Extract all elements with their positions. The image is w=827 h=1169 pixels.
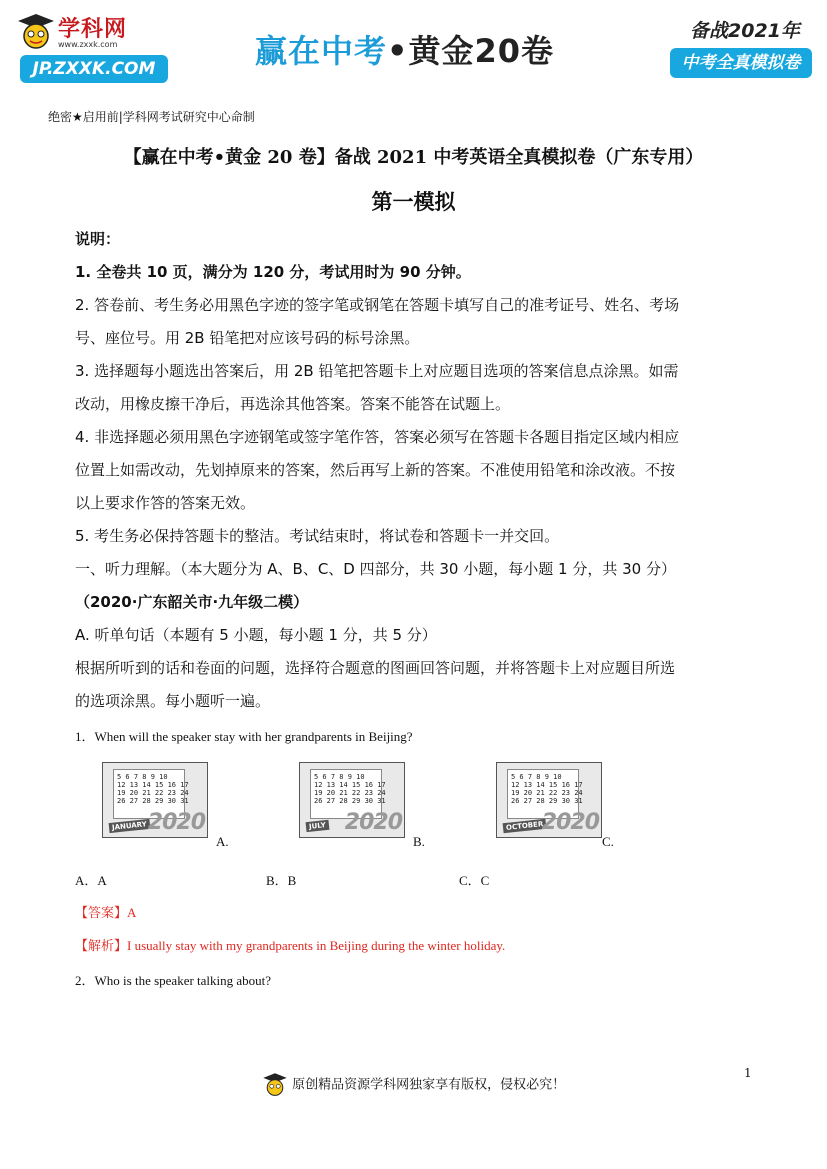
calendar-year: 2020 (147, 810, 205, 835)
question-2 (75, 970, 271, 989)
calendar-year: 2020 (344, 810, 402, 835)
document-title: 【赢在中考•黄金 20 卷】备战 2021 中考英语全真模拟卷（广东专用） (123, 147, 704, 168)
calendar-dates: 5 6 7 8 9 10 12 13 14 15 16 17 19 20 21 22 23 24 26 27 28 29 30 31 (314, 773, 386, 805)
logo-url-badge[interactable]: JP.ZXXK.COM (20, 55, 168, 83)
section-heading: 一、听力理解。（本大题分为 A、B、C、D 四部分，共 30 小题，每小题 1 分，共 30 分） (75, 560, 676, 578)
instruction-line: 3. 选择题每小题选出答案后，用 2B 铅笔把答题卡上对应题目选项的答案信息点涂黑。如需 (75, 362, 679, 380)
page-number: 1 (744, 1066, 752, 1080)
header-title (255, 26, 554, 72)
calendar-month: JULY (306, 820, 330, 832)
analysis-text: I usually stay with my grandparents in Beijing during the winter holiday. (127, 938, 506, 953)
option-a[interactable]: A．A (75, 873, 107, 888)
question-number: 1． (75, 729, 95, 744)
header-title-part1: 赢在中考 (255, 32, 388, 70)
option-b[interactable]: B．B (266, 873, 297, 888)
answer-line (75, 902, 136, 921)
footer-mascot-icon (262, 1072, 288, 1098)
section-source: （2020·广东韶关市·九年级二模） (75, 593, 309, 611)
question-text: Who is the speaker talking about? (94, 973, 272, 988)
instructions-label: 说明： (75, 230, 121, 248)
mascot-icon (16, 12, 56, 52)
question-number: 2． (75, 973, 95, 988)
image-label-c: C. (602, 834, 614, 849)
analysis-label: 【解析】 (75, 939, 128, 954)
instruction-line: 以上要求作答的答案无效。 (75, 494, 256, 512)
instruction-line: 改动，用橡皮擦干净后，再选涂其他答案。答案不能答在试题上。 (75, 395, 511, 413)
part-a-heading: A. 听单句话（本题有 5 小题，每小题 1 分，共 5 分） (75, 626, 437, 644)
calendar-image-b[interactable] (299, 762, 405, 838)
calendar-dates: 5 6 7 8 9 10 12 13 14 15 16 17 19 20 21 22 23 24 26 27 28 29 30 31 (117, 773, 189, 805)
header-title-dot: • (387, 32, 409, 70)
instruction-line: 位置上如需改动，先划掉原来的答案，然后再写上新的答案。不准使用铅笔和涂改液。不按 (75, 461, 676, 479)
calendar-image-c[interactable] (496, 762, 602, 838)
header-year-label: 备战2021年 (690, 20, 800, 42)
copyright-text: 原创精品资源学科网独家享有版权，侵权必究！ (292, 1077, 566, 1093)
instruction-line: 5. 考生务必保持答题卡的整洁。考试结束时，将试卷和答题卡一并交回。 (75, 527, 560, 545)
logo-website: www.zxxk.com (58, 40, 118, 49)
calendar-month: OCTOBER (503, 819, 547, 833)
directions-line: 的选项涂黑。每小题听一遍。 (75, 692, 271, 710)
answer-value: A (127, 905, 137, 920)
analysis-line (75, 935, 505, 954)
calendar-dates: 5 6 7 8 9 10 12 13 14 15 16 17 19 20 21 22 23 24 26 27 28 29 30 31 (511, 773, 583, 805)
confidential-note: 绝密★启用前|学科网考试研究中心命制 (48, 110, 255, 124)
question-1 (75, 726, 413, 745)
image-label-b: B. (413, 834, 425, 849)
zxxk-logo (14, 10, 164, 82)
question-text: When will the speaker stay with her grandparents in Beijing? (94, 729, 413, 744)
calendar-image-a[interactable] (102, 762, 208, 838)
instruction-line: 4. 非选择题必须用黑色字迹钢笔或签字笔作答，答案必须写在答题卡各题目指定区域内相应 (75, 428, 680, 446)
option-c[interactable]: C．C (459, 873, 490, 888)
calendar-month: JANUARY (109, 819, 151, 833)
logo-brand: 学科网 (58, 17, 128, 42)
instruction-line: 号、座位号。用 2B 铅笔把对应该号码的标号涂黑。 (75, 329, 420, 347)
footer-copyright (0, 1072, 827, 1098)
header-exam-badge: 中考全真模拟卷 (670, 48, 812, 78)
instruction-line: 1. 全卷共 10 页，满分为 120 分，考试用时为 90 分钟。 (75, 263, 471, 281)
calendar-year: 2020 (541, 810, 599, 835)
image-label-a: A. (216, 834, 229, 849)
directions-line: 根据所听到的话和卷面的问题，选择符合题意的图画回答问题，并将答题卡上对应题目所选 (75, 659, 676, 677)
answer-label: 【答案】 (75, 906, 128, 921)
header-title-part2: 黄金20卷 (408, 32, 555, 70)
instruction-line: 2. 答卷前、考生务必用黑色字迹的签字笔或钢笔在答题卡填写自己的准考证号、姓名、考场 (75, 296, 680, 314)
document-subtitle: 第一模拟 (371, 190, 456, 214)
